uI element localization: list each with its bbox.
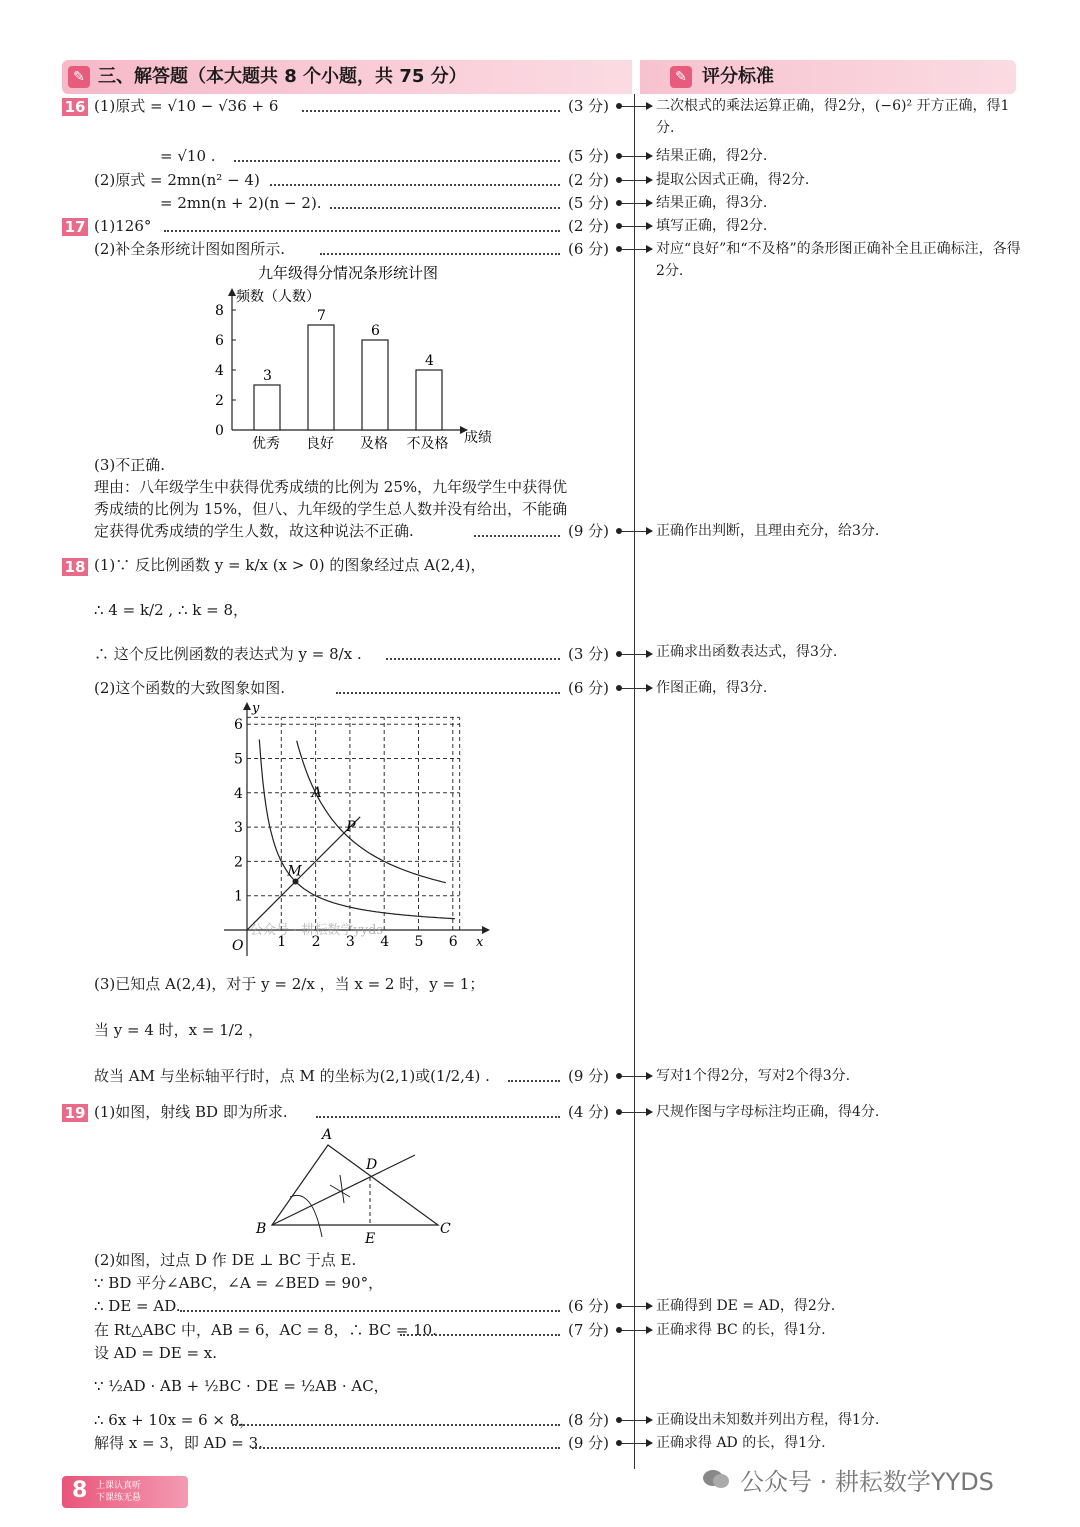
category-label: 良好 (306, 436, 334, 452)
y-tick-label: 8 (215, 303, 224, 319)
slogan-2: 下课练无悬 (96, 1493, 142, 1503)
arrow-icon (620, 1112, 652, 1113)
q18-score3: (3 分) (568, 645, 610, 663)
q18-line5: (3)已知点 A(2,4)，对于 y = 2/x ，当 x = 2 时，y = 1； (94, 975, 485, 993)
chart-x-label: 成绩 (464, 430, 492, 446)
y-tick-label: 0 (215, 423, 224, 439)
leader-dots (302, 110, 560, 112)
q16-score3: (2 分) (568, 171, 610, 189)
q19-line7: ∵ ½AD · AB + ½BC · DE = ½AB · AC， (94, 1377, 389, 1395)
bar-value-label: 3 (263, 368, 272, 384)
q16-line2: = √10 . (160, 147, 216, 165)
arrow-icon (620, 203, 652, 204)
x-tick-label: 5 (414, 934, 424, 950)
y-tick-label: 6 (215, 333, 224, 349)
q19-line9: 解得 x = 3，即 AD = 3. (94, 1434, 263, 1452)
x-axis-arrow (482, 926, 490, 934)
q19-score8: (8 分) (568, 1411, 610, 1429)
label-m: M (287, 863, 302, 880)
q19-note9: 正确求得 AD 的长，得1分. (656, 1435, 826, 1451)
x-tick-label: 2 (311, 934, 321, 950)
arrow-icon (620, 249, 652, 250)
leader-dots (232, 1424, 560, 1426)
line-y-x (247, 817, 360, 930)
q18-line2: ∴ 4 = k/2 , ∴ k = 8， (94, 601, 248, 619)
x-tick-label: 4 (380, 934, 390, 950)
column-divider (634, 94, 635, 1469)
y-tick-label: 3 (234, 820, 243, 837)
bar-4 (416, 370, 442, 430)
q19-score4: (6 分) (568, 1297, 610, 1315)
q17-score2: (6 分) (568, 240, 610, 258)
q18-line3: ∴ 这个反比例函数的表达式为 y = 8/x . (94, 645, 362, 663)
q16-line4: = 2mn(n + 2)(n − 2). (160, 194, 322, 212)
q18-line7: 故当 AM 与坐标轴平行时，点 M 的坐标为(2,1)或(1/2,4) . (94, 1067, 490, 1085)
chart-y-label: 频数（人数） (236, 289, 320, 305)
question-number-18: 18 (62, 558, 88, 576)
compass-arc (290, 1195, 322, 1237)
q19-score1: (4 分) (568, 1103, 610, 1121)
wechat-watermark: 公众号 · 耕耘数学YYDS (740, 1468, 994, 1496)
y-tick-label: 4 (234, 785, 243, 802)
q16-note1: 二次根式的乘法运算正确，得2分，(−6)² 开方正确，得1分. (656, 98, 1010, 136)
q19-line3: ∵ BD 平分∠ABC，∠A = ∠BED = 90°， (94, 1274, 384, 1292)
question-number-17: 17 (62, 218, 88, 236)
q17-line1: (1)126° (94, 217, 152, 235)
q19-note8: 正确设出未知数并列出方程，得1分. (656, 1412, 880, 1428)
curve-y-2-over-x (259, 739, 455, 918)
label-b: B (256, 1221, 267, 1237)
leader-dots (252, 1447, 560, 1449)
leader-dots (320, 253, 560, 255)
page-number: 8 (72, 1478, 88, 1503)
q17-line4: 理由：八年级学生中获得优秀成绩的比例为 25%，九年级学生中获得优 (94, 478, 568, 496)
leader-dots (400, 1334, 560, 1336)
q16-score2: (5 分) (568, 147, 610, 165)
y-tick-label: 6 (234, 717, 243, 734)
q19-line4: ∴ DE = AD. (94, 1297, 181, 1315)
q17-line2: (2)补全条形统计图如图所示. (94, 240, 286, 258)
compass-marks (330, 1175, 350, 1203)
question-number-19: 19 (62, 1104, 88, 1122)
q18-line4: (2)这个函数的大致图象如图. (94, 679, 286, 697)
q19-line1: (1)如图，射线 BD 即为所求. (94, 1103, 288, 1121)
leader-dots (386, 658, 560, 660)
leader-dots (336, 692, 560, 694)
wechat-icon (702, 1468, 730, 1490)
q18-note3: 正确求出函数表达式，得3分. (656, 644, 838, 660)
y-axis-arrow (243, 702, 251, 710)
leader-dots (316, 1116, 560, 1118)
y-tick-label: 1 (234, 888, 243, 905)
q16-score1: (3 分) (568, 97, 610, 115)
bar-1 (254, 385, 280, 430)
q16-note3: 提取公因式正确，得2分. (656, 172, 810, 188)
arrow-icon (620, 1076, 652, 1077)
x-tick-label: 1 (277, 934, 287, 950)
label-a: A (322, 1127, 333, 1143)
bar-chart (190, 258, 510, 458)
function-graph (220, 700, 490, 960)
x-tick-label: 6 (448, 934, 458, 950)
arrow-icon (620, 156, 652, 157)
arrow-icon (620, 106, 652, 107)
q17-line5: 秀成绩的比例为 15%，但八、九年级的学生总人数并没有给出，不能确 (94, 500, 568, 518)
leader-dots (234, 160, 560, 162)
grading-title: 评分标准 (702, 66, 774, 87)
y-tick-label: 5 (234, 751, 243, 768)
bar-value-label: 7 (317, 308, 326, 324)
arrow-icon (620, 1443, 652, 1444)
label-a: A (311, 784, 322, 801)
slogan-1: 上课认真听 (96, 1481, 142, 1491)
q17-note1: 填写正确，得2分. (656, 218, 768, 234)
q19-line8: ∴ 6x + 10x = 6 × 8， (94, 1411, 255, 1429)
grading-header-bar (640, 60, 1016, 94)
q19-line5: 在 Rt△ABC 中，AB = 6，AC = 8，∴ BC = 10. (94, 1321, 437, 1339)
q16-line3: (2)原式 = 2mn(n² − 4) (94, 171, 260, 189)
chart-y-arrow (228, 288, 236, 296)
bar-3 (362, 340, 388, 430)
label-e: E (365, 1231, 376, 1247)
question-number-16: 16 (62, 98, 88, 116)
category-label: 不及格 (406, 436, 449, 452)
q16-score4: (5 分) (568, 194, 610, 212)
label-c: C (440, 1221, 451, 1237)
arrow-icon (620, 531, 652, 532)
leader-dots (164, 230, 560, 232)
label-d: D (366, 1157, 378, 1173)
origin-label: O (232, 938, 244, 954)
q19-note5: 正确求得 BC 的长，得1分. (656, 1322, 826, 1338)
graph-watermark: 公众号 · 耕耘数学yyds (250, 923, 384, 938)
bar-value-label: 6 (371, 323, 380, 339)
q19-line2: (2)如图，过点 D 作 DE ⊥ BC 于点 E. (94, 1251, 357, 1269)
arrow-icon (620, 180, 652, 181)
q16-note2: 结果正确，得2分. (656, 148, 768, 164)
q17-note2: 对应“良好”和“不及格”的条形图正确补全且正确标注，各得2分. (656, 241, 1021, 279)
arrow-icon (620, 688, 652, 689)
x-tick-label: 3 (345, 934, 355, 950)
q18-score4: (6 分) (568, 679, 610, 697)
q18-note4: 作图正确，得3分. (656, 680, 768, 696)
q17-score1: (2 分) (568, 217, 610, 235)
q19-note4: 正确得到 DE = AD，得2分. (656, 1298, 836, 1314)
ray-bd (272, 1155, 415, 1225)
q19-score5: (7 分) (568, 1321, 610, 1339)
q18-line1: (1)∵ 反比例函数 y = k/x (x > 0) 的图象经过点 A(2,4)， (94, 556, 486, 574)
y-tick-label: 2 (215, 393, 224, 409)
category-label: 优秀 (252, 436, 280, 452)
leader-dots (508, 1080, 560, 1082)
bar-value-label: 4 (425, 353, 434, 369)
leader-dots (180, 1310, 560, 1312)
pencil-icon: ✎ (68, 66, 90, 88)
chart-title: 九年级得分情况条形统计图 (258, 264, 439, 282)
arrow-icon (620, 1420, 652, 1421)
label-p: P (346, 818, 356, 835)
q18-note7: 写对1个得2分，写对2个得3分. (656, 1068, 851, 1084)
y-tick-label: 2 (234, 854, 243, 871)
q17-line6: 定获得优秀成绩的学生人数，故这种说法不正确. (94, 522, 414, 540)
triangle-figure (250, 1125, 460, 1250)
q19-score9: (9 分) (568, 1434, 610, 1452)
arrow-icon (620, 226, 652, 227)
category-label: 及格 (360, 436, 388, 452)
q17-line3: (3)不正确. (94, 456, 166, 474)
q16-line1: (1)原式 = √10 − √36 + 6 (94, 97, 279, 115)
section-title: 三、解答题（本大题共 8 个小题，共 75 分） (98, 66, 467, 87)
notebook-icon: ✎ (670, 66, 692, 88)
arrow-icon (620, 654, 652, 655)
arrow-icon (620, 1330, 652, 1331)
q17-note6: 正确作出判断，且理由充分，给3分. (656, 523, 880, 539)
x-label: x (476, 935, 484, 950)
y-label: y (252, 701, 260, 716)
leader-dots (330, 207, 560, 209)
q18-line6: 当 y = 4 时，x = 1/2 ， (94, 1021, 264, 1039)
leader-dots (270, 184, 560, 186)
y-tick-label: 4 (215, 363, 224, 379)
q19-note1: 尺规作图与字母标注均正确，得4分. (656, 1104, 880, 1120)
q17-score6: (9 分) (568, 522, 610, 540)
leader-dots (474, 535, 560, 537)
q16-note4: 结果正确，得3分. (656, 195, 768, 211)
bar-2 (308, 325, 334, 430)
q18-score7: (9 分) (568, 1067, 610, 1085)
q19-line6: 设 AD = DE = x. (94, 1344, 218, 1362)
arrow-icon (620, 1306, 652, 1307)
